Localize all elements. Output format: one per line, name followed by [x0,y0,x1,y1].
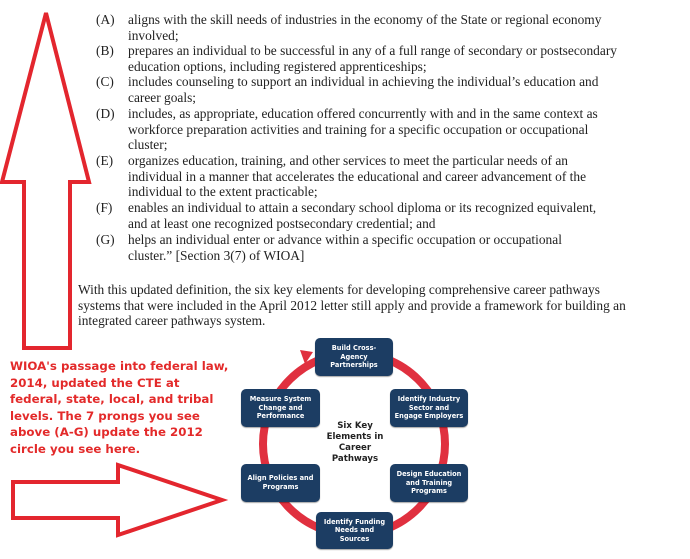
element-align-policies: Align Policies and Programs [241,464,320,502]
item-label: (A) [96,12,115,27]
item-label: (B) [96,43,114,58]
item-text: prepares an individual to be successful in any of a full range of secondary or postsecondary education options, including registered apprenticeships; [128,43,617,74]
up-arrow-icon [2,13,89,348]
item-text: includes, as appropriate, education offered concurrently with and in the same context as workforce preparation activities and training for a specific occupation or occupational cluster; [128,106,598,153]
annotation-note: WIOA's passage into federal law, 2014, updated the CTE at federal, state, local, and tribal levels. The 7 prongs you see above (A-G) update the 2012 circle you see here. [10,359,229,456]
element-design-education: Design Education and Training Programs [390,464,468,502]
summary-paragraph: With this updated definition, the six key elements for developing comprehensive career pathways systems that were included in the April 2012 letter still apply and provide a framework for building an integrated career pathways system. [78,282,626,329]
item-text: enables an individual to attain a secondary school diploma or its recognized equivalent, and at least one recognized postsecondary credential; and [128,200,597,231]
item-text: organizes education, training, and other services to meet the particular needs of an individual in a manner that accelerates the educational and career advancement of the individual to the extent practicable; [128,153,587,200]
item-label: (E) [96,153,114,168]
item-label: (C) [96,74,114,89]
item-text: includes counseling to support an individual in achieving the individual’s education and career goals; [128,74,599,105]
element-measure-system: Measure System Change and Performance [241,389,320,427]
item-label: (G) [96,232,115,247]
element-identify-funding: Identify Funding Needs and Sources [316,512,393,549]
item-label: (F) [96,200,113,215]
right-arrow-icon [13,465,222,535]
element-build-partnerships: Build Cross-Agency Partnerships [315,338,393,376]
element-identify-industry: Identify Industry Sector and Engage Employers [390,389,468,427]
item-text: aligns with the skill needs of industries in the economy of the State or regional economy involved; [128,12,602,43]
item-text: helps an individual enter or advance within a specific occupation or occupational cluster.” [Section 3(7) of WIOA] [128,232,562,263]
diagram-center-title: Six Key Elements in Career Pathways [326,421,384,464]
item-label: (D) [96,106,115,121]
